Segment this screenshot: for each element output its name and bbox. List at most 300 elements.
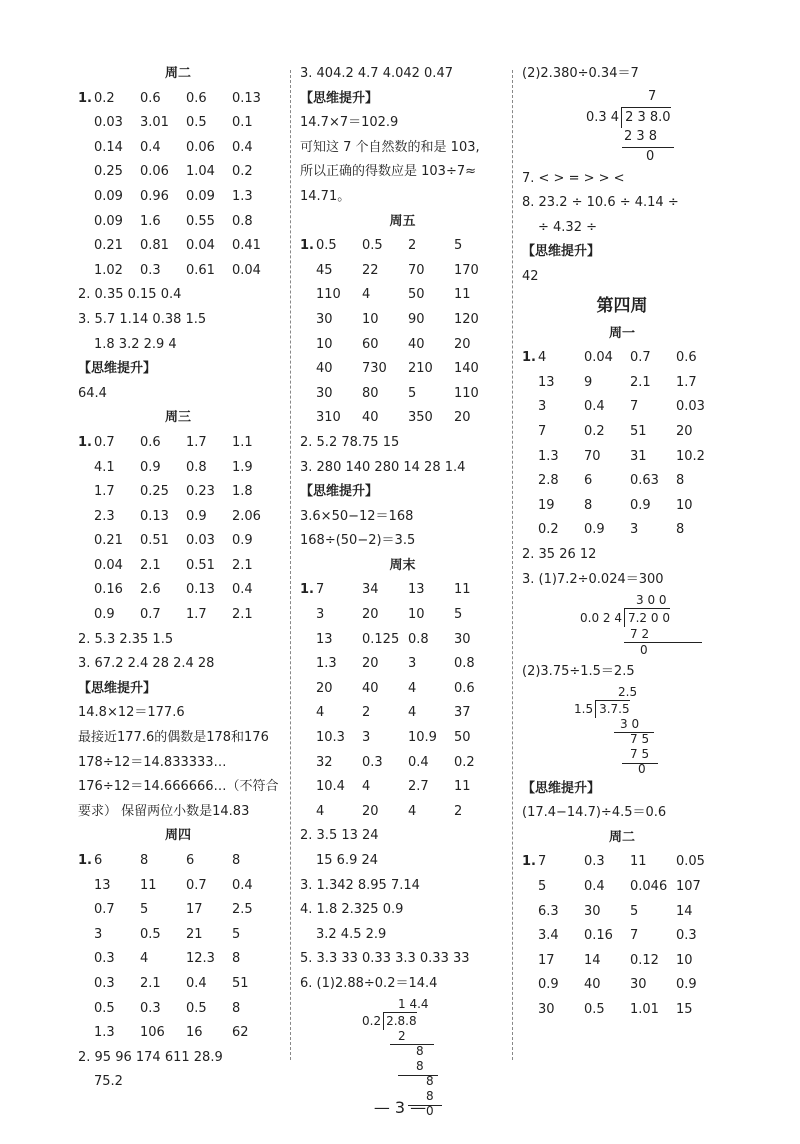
section-title: 周二 bbox=[164, 66, 191, 81]
think-heading: 【思维提升】 bbox=[522, 780, 601, 796]
answer-cell: 9 bbox=[584, 374, 593, 390]
answer-cell: 0.9 bbox=[94, 607, 115, 623]
answer-cell: 120 bbox=[454, 311, 479, 327]
answer-line: 176÷12＝14.666666…（不符合 bbox=[78, 779, 279, 795]
answer-cell: 0.13 bbox=[140, 508, 169, 524]
answer-cell: 50 bbox=[454, 730, 471, 746]
answer-line: 3.6×50−12＝168 bbox=[300, 508, 414, 524]
question-number bbox=[522, 371, 538, 396]
division-quotient: 3 0 0 bbox=[636, 593, 667, 608]
division-dividend: 3.7.5 bbox=[595, 700, 630, 718]
answer-line: 所以正确的得数应是 103÷7≈ bbox=[300, 164, 477, 180]
answer-cell: 20 bbox=[454, 336, 471, 352]
section-title: 周一 bbox=[608, 325, 635, 341]
question-number bbox=[300, 726, 316, 751]
question-number bbox=[78, 603, 94, 628]
answer-line: (2)2.380÷0.34＝7 bbox=[522, 66, 639, 81]
answer-cell: 0.6 bbox=[140, 90, 161, 106]
answer-cell: 10 bbox=[316, 336, 333, 352]
answer-cell: 0.3 bbox=[140, 262, 161, 278]
week-title: 第四周 bbox=[596, 295, 648, 316]
answer-cell: 3 bbox=[362, 730, 371, 746]
answer-cell: 0.2 bbox=[94, 90, 115, 106]
answer-row bbox=[522, 875, 722, 900]
question-number: 1. bbox=[78, 853, 92, 868]
answer-cell: 2 bbox=[408, 238, 417, 254]
answer-cell: 10 bbox=[676, 497, 693, 513]
answer-cell: 0.4 bbox=[584, 879, 605, 895]
answer-line: 可知这 7 个自然数的和是 103, bbox=[300, 139, 480, 155]
answer-cell: 1.9 bbox=[232, 459, 253, 475]
question-number bbox=[522, 420, 538, 445]
question-number bbox=[522, 469, 538, 494]
answer-cell: 5 bbox=[630, 903, 639, 919]
answer-row bbox=[300, 578, 505, 603]
answer-cell: 11 bbox=[454, 779, 471, 795]
answer-cell: 0.3 bbox=[362, 754, 383, 770]
question-number bbox=[78, 578, 94, 603]
answer-cell: 110 bbox=[316, 287, 341, 303]
question-number bbox=[78, 947, 94, 972]
question-number: 1. bbox=[78, 434, 92, 450]
answer-row bbox=[522, 346, 722, 371]
question-number bbox=[522, 924, 538, 949]
answer-cell: 17 bbox=[186, 902, 203, 918]
answer-cell: 0.5 bbox=[94, 1000, 115, 1016]
answer-cell: 0.41 bbox=[232, 238, 261, 254]
section-title: 周四 bbox=[164, 828, 191, 844]
answer-row bbox=[78, 480, 278, 505]
answer-cell: 40 bbox=[584, 977, 601, 993]
answer-cell: 2.1 bbox=[630, 374, 651, 390]
answer-line: 2. 5.3 2.35 1.5 bbox=[78, 631, 174, 647]
answer-cell: 12.3 bbox=[186, 951, 215, 967]
answer-line: 64.4 bbox=[78, 385, 107, 401]
answer-cell: 13 bbox=[316, 631, 333, 647]
answer-cell: 20 bbox=[362, 607, 379, 623]
answer-row bbox=[78, 972, 278, 997]
answer-cell: 13 bbox=[408, 582, 425, 598]
answer-cell: 0.51 bbox=[186, 557, 215, 573]
answer-cell: 0.4 bbox=[408, 754, 429, 770]
answer-cell: 6 bbox=[94, 853, 103, 868]
answer-row bbox=[300, 652, 505, 677]
answer-cell: 1.3 bbox=[94, 1025, 115, 1041]
answer-row bbox=[78, 603, 278, 628]
answer-cell: 7 bbox=[630, 399, 639, 415]
division-divisor: 0.3 4 bbox=[586, 109, 620, 125]
answer-cell: 10.3 bbox=[316, 730, 345, 746]
think-heading: 【思维提升】 bbox=[78, 361, 157, 377]
answer-cell: 0.5 bbox=[140, 926, 161, 942]
answer-cell: 0.09 bbox=[94, 188, 123, 204]
answer-row bbox=[522, 469, 722, 494]
answer-cell: 4 bbox=[316, 803, 325, 819]
question-number bbox=[300, 603, 316, 628]
answer-cell: 32 bbox=[316, 754, 333, 770]
answer-cell: 10 bbox=[362, 311, 379, 327]
answer-row bbox=[78, 185, 278, 210]
answer-cell: 34 bbox=[362, 582, 379, 598]
answer-cell: 0.5 bbox=[584, 1002, 605, 1018]
answer-cell: 3 bbox=[630, 522, 639, 538]
section-title: 周三 bbox=[164, 410, 191, 426]
question-number bbox=[78, 874, 94, 899]
answer-cell: 170 bbox=[454, 262, 479, 278]
question-number bbox=[300, 406, 316, 431]
answer-cell: 2.3 bbox=[94, 508, 115, 524]
answer-cell: 0.16 bbox=[584, 928, 613, 944]
answer-cell: 0.3 bbox=[584, 854, 605, 870]
answer-cell: 0.9 bbox=[630, 497, 651, 513]
answer-cell: 11 bbox=[140, 877, 157, 893]
question-number: 1. bbox=[522, 350, 536, 366]
answer-cell: 13 bbox=[94, 877, 111, 893]
answer-cell: 0.12 bbox=[630, 952, 659, 968]
grid-w4d2 bbox=[522, 850, 722, 1022]
answer-cell: 3 bbox=[94, 926, 103, 942]
answer-cell: 140 bbox=[454, 361, 479, 377]
think-heading: 【思维提升】 bbox=[300, 90, 379, 106]
question-number: 1. bbox=[300, 238, 314, 254]
division-remainder: 0 bbox=[646, 148, 655, 164]
answer-cell: 0.6 bbox=[186, 90, 207, 106]
answer-cell: 1.7 bbox=[676, 374, 697, 390]
answer-cell: 7 bbox=[538, 854, 547, 870]
think-heading: 【思维提升】 bbox=[522, 244, 601, 260]
answer-cell: 51 bbox=[630, 423, 647, 439]
answer-cell: 1.3 bbox=[316, 656, 337, 672]
answer-cell: 0.04 bbox=[232, 262, 261, 278]
answer-line: 3. 5.7 1.14 0.38 1.5 bbox=[78, 311, 207, 327]
answer-cell: 2 bbox=[362, 705, 371, 721]
answer-row bbox=[78, 259, 278, 284]
division-step: 7 5 bbox=[630, 731, 650, 746]
answer-cell: 6.3 bbox=[538, 903, 559, 919]
answer-cell: 30 bbox=[538, 1002, 555, 1018]
answer-line: 6. (1)2.88÷0.2＝14.4 bbox=[300, 975, 438, 991]
answer-cell: 0.3 bbox=[94, 975, 115, 991]
answer-cell: 8 bbox=[232, 853, 241, 868]
question-number bbox=[300, 677, 316, 702]
answer-cell: 0.09 bbox=[186, 188, 215, 204]
answer-row bbox=[300, 406, 505, 431]
answer-cell: 20 bbox=[362, 803, 379, 819]
answer-line: 178÷12＝14.833333… bbox=[78, 754, 227, 770]
answer-cell: 1.7 bbox=[186, 607, 207, 623]
answer-cell: 8 bbox=[140, 853, 149, 868]
answer-cell: 5 bbox=[538, 879, 547, 895]
question-number bbox=[300, 628, 316, 653]
answer-cell: 5 bbox=[454, 607, 463, 623]
answer-cell: 20 bbox=[454, 410, 471, 426]
answer-cell: 0.03 bbox=[94, 115, 123, 131]
answer-cell: 4 bbox=[316, 705, 325, 721]
answer-cell: 16 bbox=[186, 1025, 203, 1041]
answer-row bbox=[300, 382, 505, 407]
answer-cell: 0.125 bbox=[362, 631, 400, 647]
answer-row bbox=[78, 923, 278, 948]
answer-cell: 0.06 bbox=[140, 164, 169, 180]
question-number bbox=[78, 997, 94, 1022]
answer-line: 5. 3.3 33 0.33 3.3 0.33 33 bbox=[300, 951, 470, 967]
answer-cell: 0.6 bbox=[140, 434, 161, 450]
answer-cell: 0.63 bbox=[630, 473, 659, 489]
answer-row bbox=[300, 726, 505, 751]
think-heading: 【思维提升】 bbox=[300, 484, 379, 500]
answer-row bbox=[300, 751, 505, 776]
answer-cell: 0.7 bbox=[94, 434, 115, 450]
answer-cell: 2 bbox=[454, 803, 463, 819]
answer-cell: 0.21 bbox=[94, 533, 123, 549]
answer-cell: 4.1 bbox=[94, 459, 115, 475]
answer-line: 7. < > = > > < bbox=[522, 170, 625, 186]
answer-cell: 0.4 bbox=[232, 139, 253, 155]
division-quotient: 1 4.4 bbox=[398, 996, 429, 1011]
answer-cell: 0.2 bbox=[538, 522, 559, 538]
division-step: 7 5 bbox=[630, 746, 650, 761]
answer-row bbox=[300, 628, 505, 653]
answer-cell: 10.4 bbox=[316, 779, 345, 795]
answer-cell: 0.04 bbox=[584, 350, 613, 366]
answer-row bbox=[78, 111, 278, 136]
answer-cell: 20 bbox=[362, 656, 379, 672]
answer-row bbox=[522, 420, 722, 445]
answer-line: 14.71。 bbox=[300, 188, 351, 204]
question-number bbox=[78, 505, 94, 530]
answer-cell: 1.8 bbox=[232, 484, 253, 500]
grid-d3 bbox=[78, 431, 278, 628]
grid-d2 bbox=[78, 87, 278, 284]
answer-cell: 7 bbox=[630, 928, 639, 944]
answer-cell: 0.13 bbox=[186, 582, 215, 598]
question-number bbox=[78, 480, 94, 505]
answer-cell: 0.2 bbox=[584, 423, 605, 439]
answer-line: 42 bbox=[522, 268, 539, 284]
question-number bbox=[300, 308, 316, 333]
answer-row bbox=[522, 395, 722, 420]
answer-row bbox=[522, 949, 722, 974]
question-number bbox=[78, 136, 94, 161]
answer-line: 3. 280 140 280 14 28 1.4 bbox=[300, 459, 466, 475]
division-step: 7 2 bbox=[630, 627, 650, 642]
answer-cell: 2.6 bbox=[140, 582, 161, 598]
answer-row bbox=[78, 874, 278, 899]
answer-cell: 5 bbox=[232, 926, 241, 942]
column-3 bbox=[522, 62, 722, 1023]
question-number bbox=[78, 160, 94, 185]
answer-cell: 0.7 bbox=[140, 607, 161, 623]
answer-cell: 0.9 bbox=[232, 533, 253, 549]
division-dividend: 2 3 8.0 bbox=[621, 107, 670, 128]
question-number bbox=[522, 395, 538, 420]
answer-cell: 22 bbox=[362, 262, 379, 278]
question-number bbox=[300, 333, 316, 358]
answer-row bbox=[78, 136, 278, 161]
question-number bbox=[78, 210, 94, 235]
answer-cell: 8 bbox=[676, 473, 685, 489]
long-division bbox=[586, 87, 722, 167]
answer-cell: 0.23 bbox=[186, 484, 215, 500]
answer-row bbox=[78, 898, 278, 923]
answer-row bbox=[522, 973, 722, 998]
answer-cell: 0.13 bbox=[232, 90, 261, 106]
answer-cell: 3.01 bbox=[140, 115, 169, 131]
answer-cell: 50 bbox=[408, 287, 425, 303]
answer-cell: 4 bbox=[408, 803, 417, 819]
answer-cell: 0.55 bbox=[186, 213, 215, 229]
think-heading: 【思维提升】 bbox=[78, 680, 157, 696]
answer-line: 2. 35 26 12 bbox=[522, 546, 597, 562]
answer-cell: 0.2 bbox=[232, 164, 253, 180]
answer-cell: 2.7 bbox=[408, 779, 429, 795]
answer-cell: 0.16 bbox=[94, 582, 123, 598]
answer-row bbox=[78, 234, 278, 259]
answer-cell: 0.03 bbox=[676, 399, 705, 415]
answer-cell: 0.8 bbox=[408, 631, 429, 647]
answer-line: 75.2 bbox=[94, 1074, 123, 1090]
answer-row bbox=[78, 578, 278, 603]
answer-line: 15 6.9 24 bbox=[316, 853, 379, 868]
column-2 bbox=[300, 62, 505, 1119]
answer-cell: 0.9 bbox=[140, 459, 161, 475]
question-number bbox=[522, 875, 538, 900]
answer-line: 3. 67.2 2.4 28 2.4 28 bbox=[78, 656, 215, 672]
answer-cell: 0.04 bbox=[94, 557, 123, 573]
answer-line: 8. 23.2 ÷ 10.6 ÷ 4.14 ÷ bbox=[522, 195, 679, 211]
answer-cell: 5 bbox=[408, 385, 417, 401]
answer-cell: 11 bbox=[454, 582, 471, 598]
answer-row bbox=[522, 900, 722, 925]
answer-cell: 37 bbox=[454, 705, 471, 721]
grid-d4 bbox=[78, 849, 278, 1046]
answer-cell: 40 bbox=[362, 410, 379, 426]
answer-cell: 107 bbox=[676, 879, 701, 895]
answer-row bbox=[78, 456, 278, 481]
answer-line: 168÷(50−2)＝3.5 bbox=[300, 533, 416, 549]
answer-cell: 30 bbox=[316, 311, 333, 327]
answer-cell: 6 bbox=[584, 473, 593, 489]
answer-cell: 0.06 bbox=[186, 139, 215, 155]
answer-cell: 0.51 bbox=[140, 533, 169, 549]
answer-cell: 10 bbox=[408, 607, 425, 623]
question-number bbox=[78, 529, 94, 554]
section-title: 周二 bbox=[608, 829, 635, 845]
answer-cell: 70 bbox=[408, 262, 425, 278]
answer-row bbox=[300, 357, 505, 382]
answer-cell: 110 bbox=[454, 385, 479, 401]
answer-line: ÷ 4.32 ÷ bbox=[538, 219, 597, 235]
answer-row bbox=[78, 160, 278, 185]
answer-cell: 20 bbox=[676, 423, 693, 439]
answer-line: 3. 1.342 8.95 7.14 bbox=[300, 877, 420, 893]
answer-cell: 4 bbox=[408, 705, 417, 721]
answer-line: 2. 0.35 0.15 0.4 bbox=[78, 287, 182, 303]
answer-cell: 0.9 bbox=[186, 508, 207, 524]
answer-cell: 51 bbox=[232, 975, 249, 991]
answer-cell: 0.5 bbox=[186, 115, 207, 131]
division-quotient: 2.5 bbox=[618, 684, 638, 699]
answer-row bbox=[522, 518, 722, 543]
answer-cell: 7 bbox=[538, 423, 547, 439]
answer-cell: 0.4 bbox=[140, 139, 161, 155]
answer-cell: 310 bbox=[316, 410, 341, 426]
answer-row bbox=[78, 1021, 278, 1046]
answer-cell: 3 bbox=[316, 607, 325, 623]
question-number bbox=[522, 973, 538, 998]
answer-row bbox=[522, 924, 722, 949]
question-number: 1. bbox=[522, 854, 536, 870]
answer-line: 14.8×12＝177.6 bbox=[78, 705, 185, 721]
answer-cell: 0.5 bbox=[316, 238, 337, 254]
answer-cell: 0.4 bbox=[232, 582, 253, 598]
answer-row bbox=[78, 505, 278, 530]
answer-cell: 0.6 bbox=[454, 680, 475, 696]
column-divider-1 bbox=[290, 70, 291, 1060]
answer-row bbox=[78, 529, 278, 554]
answer-row bbox=[78, 997, 278, 1022]
answer-row bbox=[78, 431, 278, 456]
answer-cell: 60 bbox=[362, 336, 379, 352]
question-number bbox=[78, 923, 94, 948]
answer-cell: 2.1 bbox=[140, 975, 161, 991]
answer-cell: 13 bbox=[538, 374, 555, 390]
answer-cell: 40 bbox=[408, 336, 425, 352]
answer-cell: 80 bbox=[362, 385, 379, 401]
answer-cell: 40 bbox=[362, 680, 379, 696]
question-number bbox=[78, 898, 94, 923]
answer-line: 要求） 保留两位小数是14.83 bbox=[78, 803, 250, 819]
answer-cell: 14 bbox=[584, 952, 601, 968]
answer-cell: 4 bbox=[538, 350, 547, 366]
answer-cell: 0.9 bbox=[676, 977, 697, 993]
answer-cell: 30 bbox=[316, 385, 333, 401]
answer-cell: 30 bbox=[630, 977, 647, 993]
question-number bbox=[78, 1021, 94, 1046]
answer-cell: 30 bbox=[454, 631, 471, 647]
question-number bbox=[300, 652, 316, 677]
answer-cell: 1.3 bbox=[232, 188, 253, 204]
division-remainder: 0 bbox=[426, 1103, 434, 1118]
answer-cell: 3 bbox=[408, 656, 417, 672]
answer-cell: 21 bbox=[186, 926, 203, 942]
answer-cell: 350 bbox=[408, 410, 433, 426]
long-division bbox=[574, 685, 722, 777]
answer-cell: 0.4 bbox=[584, 399, 605, 415]
answer-cell: 4 bbox=[408, 680, 417, 696]
answer-cell: 10.9 bbox=[408, 730, 437, 746]
answer-cell: 0.8 bbox=[186, 459, 207, 475]
question-number bbox=[522, 949, 538, 974]
division-step: 8 bbox=[416, 1043, 424, 1058]
answer-row bbox=[300, 234, 505, 259]
answer-cell: 210 bbox=[408, 361, 433, 377]
answer-cell: 70 bbox=[584, 448, 601, 464]
answer-row bbox=[300, 603, 505, 628]
question-number bbox=[300, 775, 316, 800]
question-number bbox=[78, 234, 94, 259]
division-dividend: 7.2 0 0 bbox=[624, 608, 670, 627]
answer-row bbox=[300, 775, 505, 800]
answer-cell: 8 bbox=[232, 1000, 241, 1016]
question-number bbox=[300, 283, 316, 308]
grid-w4d1 bbox=[522, 346, 722, 543]
answer-row bbox=[78, 87, 278, 112]
division-step: 8 bbox=[426, 1073, 434, 1088]
answer-cell: 1.3 bbox=[538, 448, 559, 464]
question-number bbox=[78, 554, 94, 579]
answer-row bbox=[522, 445, 722, 470]
